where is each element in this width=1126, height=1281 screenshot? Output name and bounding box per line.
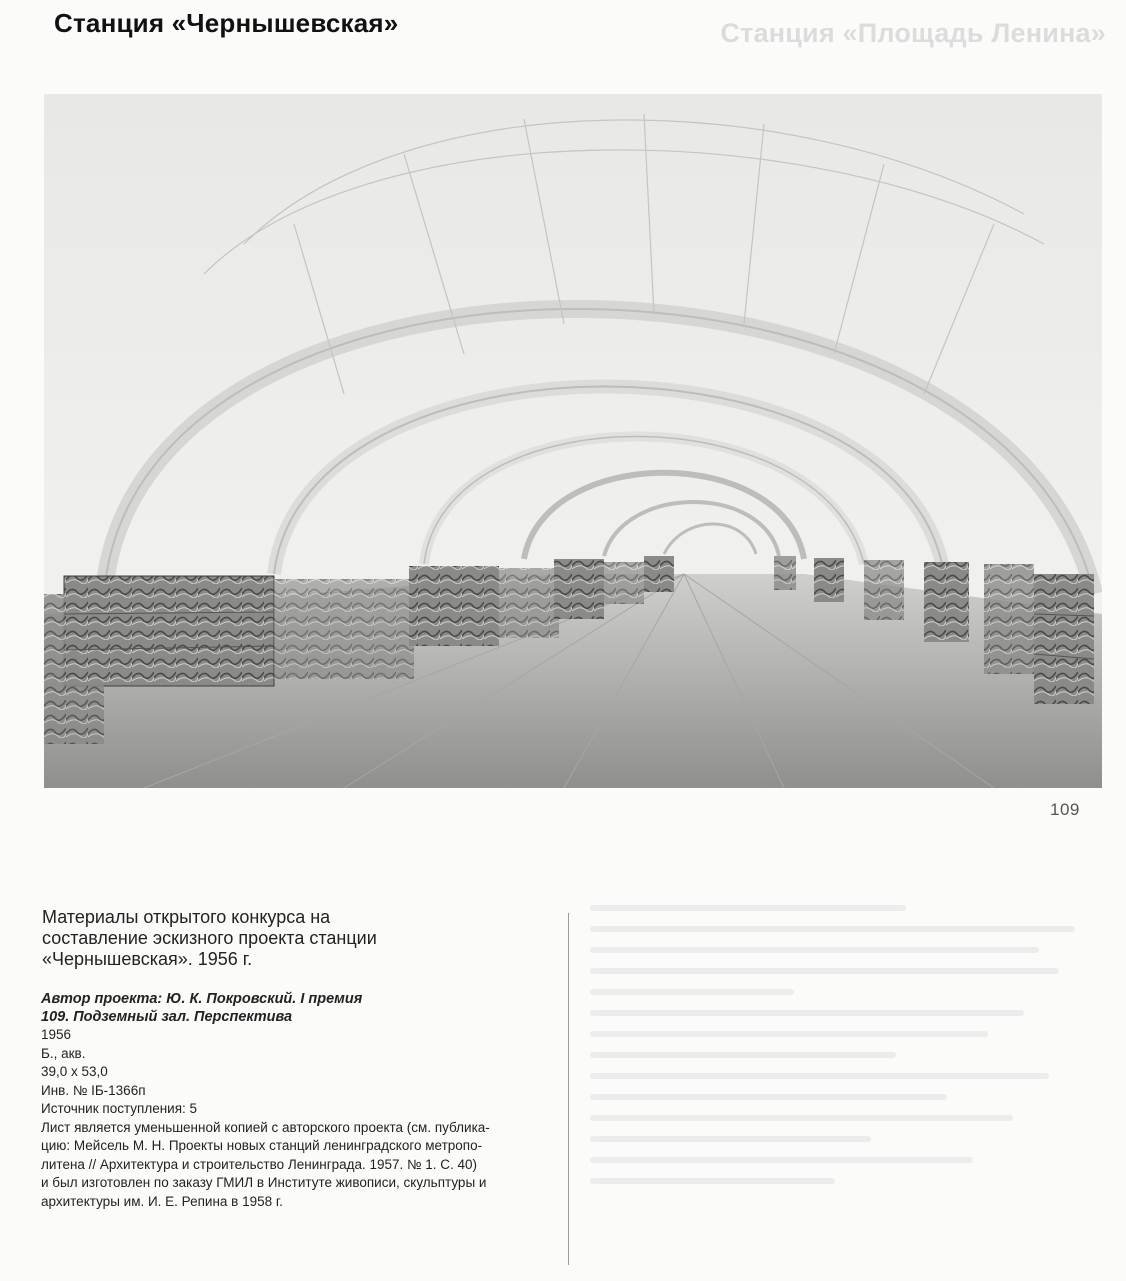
- note-line: архитектуры им. И. Е. Репина в 1958 г.: [41, 1193, 283, 1209]
- inventory-number: Инв. № IБ-1366п: [41, 1082, 146, 1098]
- figure-title: 109. Подземный зал. Перспектива: [41, 1009, 293, 1025]
- page-title: Станция «Чернышевская»: [54, 8, 399, 38]
- caption-heading-line: «Чернышевская». 1956 г.: [42, 949, 253, 969]
- note-line: цию: Мейсель М. Н. Проекты новых станций ленинградского метропо-: [41, 1138, 483, 1153]
- facing-page-text-show-through: [590, 905, 1100, 1199]
- caption-heading-line: составление эскизного проекта станции: [42, 928, 377, 948]
- medium: Б., акв.: [41, 1045, 86, 1061]
- station-hall-perspective-illustration: [44, 94, 1102, 788]
- caption-heading-line: Материалы открытого конкурса на: [42, 907, 331, 927]
- acquisition-source: Источник поступления: 5: [41, 1101, 198, 1116]
- figure-number: 109: [1050, 800, 1080, 819]
- column-divider: [568, 913, 569, 1265]
- caption-heading: [42, 907, 522, 970]
- provenance-note: [41, 1119, 541, 1212]
- note-line: и был изготовлен по заказу ГМИЛ в Институте живописи, скульптуры и: [41, 1175, 487, 1190]
- facing-page-show-through: Станция «Площадь Ленина»: [720, 18, 1106, 48]
- artwork-details: [41, 990, 541, 1211]
- year: 1956: [41, 1027, 72, 1042]
- note-line: литена // Архитектура и строительство Ленинграда. 1957. № 1. С. 40): [41, 1156, 478, 1172]
- project-author: Автор проекта: Ю. К. Покровский. I премия: [41, 991, 363, 1007]
- dimensions: 39,0 х 53,0: [41, 1064, 108, 1079]
- note-line: Лист является уменьшенной копией с авторского проекта (см. публика-: [41, 1119, 490, 1135]
